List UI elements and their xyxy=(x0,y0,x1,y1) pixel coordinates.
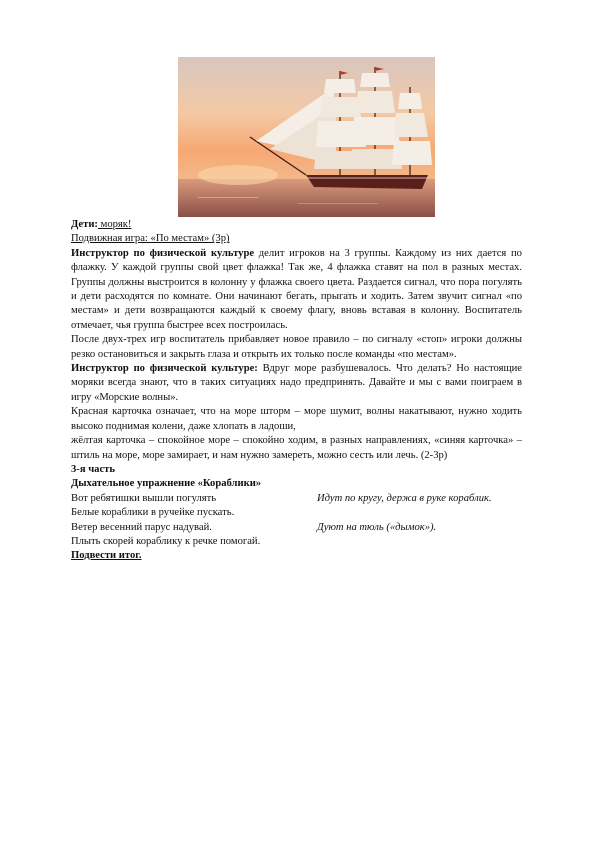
paragraph-5: жёлтая карточка – спокойное море – спокойно ходим, в разных направлениях, «синяя карточка» – штиль на море, море замирает, и нам нужно замереть, можно сесть или лечь. (2-3р) xyxy=(71,435,522,461)
poem-row-2 xyxy=(71,506,522,520)
paragraph-2: После двух-трех игр воспитатель прибавляет новое правило – по сигналу «стоп» игроки должны резко остановиться и закрыть глаза и открыть их только после команды «по местам». xyxy=(71,334,522,360)
document-text xyxy=(71,218,522,564)
summary-line xyxy=(71,549,522,563)
poem-row-3 xyxy=(71,521,522,535)
poem-line: Плыть скорей кораблику к речке помогай. xyxy=(71,535,261,547)
paragraph-3 xyxy=(71,362,522,405)
instructor-label-1: Инструктор по физической культуре xyxy=(71,247,255,259)
paragraph-1-text: делит игроков на 3 группы. Каждому из них дается по флажку. У каждой группы свой цвет флажка! Так же, 4 флажка ставят на пол в разных местах. Группы должны выстроится в колонну у флажка своего цвета. Раздается сигнал, что пора погулять и дети расходятся по комнате. Они начинают бегать, прыгать и ходить. Затем звучит сигнал «по местам» и дети возвращаются каждый к своему флагу, вновь вставая в колонну. Воспитатель отмечает, чья группа быстрее всех построилась. xyxy=(71,247,522,331)
breathing-title-text: Дыхательное упражнение «Кораблики» xyxy=(71,478,262,490)
children-label: Дети: xyxy=(71,219,98,230)
poem-row-1 xyxy=(71,492,522,506)
poem-line: Белые кораблики в ручейке пускать. xyxy=(71,507,235,519)
breathing-title xyxy=(71,477,522,491)
summary-text: Подвести итог. xyxy=(71,550,142,562)
poem-note: Идут по кругу, держа в руке кораблик. xyxy=(317,492,492,504)
poem-note: Дуют на тюль («дымок»). xyxy=(317,521,437,533)
children-value: моряк! xyxy=(97,219,132,230)
instructor-label-2: Инструктор по физической культуре: xyxy=(71,363,258,375)
poem-line: Ветер весенний парус надувай. xyxy=(71,521,212,533)
poem-row-4 xyxy=(71,535,522,549)
sailing-ship-photo xyxy=(178,57,435,217)
part-heading-text: 3-я часть xyxy=(71,463,115,475)
paragraph-4: Красная карточка означает, что на море шторм – море шумит, волны накатывают, нужно ходить высоко поднимая колени, даже хлопать в ладоши, xyxy=(71,406,522,432)
paragraph-1 xyxy=(71,247,522,333)
children-line xyxy=(71,218,522,232)
part-heading xyxy=(71,463,522,477)
poem-line: Вот ребятишки вышли погулять xyxy=(71,492,217,504)
game-title: Подвижная игра: «По местам» (3р) xyxy=(71,233,230,245)
paragraph-3-text: Вдруг море разбушевалось. Что делать? Но настоящие моряки всегда знают, что в таких ситуациях надо предпринять. Давайте и мы с вами поиграем в игру «Морские волны». xyxy=(71,363,522,403)
